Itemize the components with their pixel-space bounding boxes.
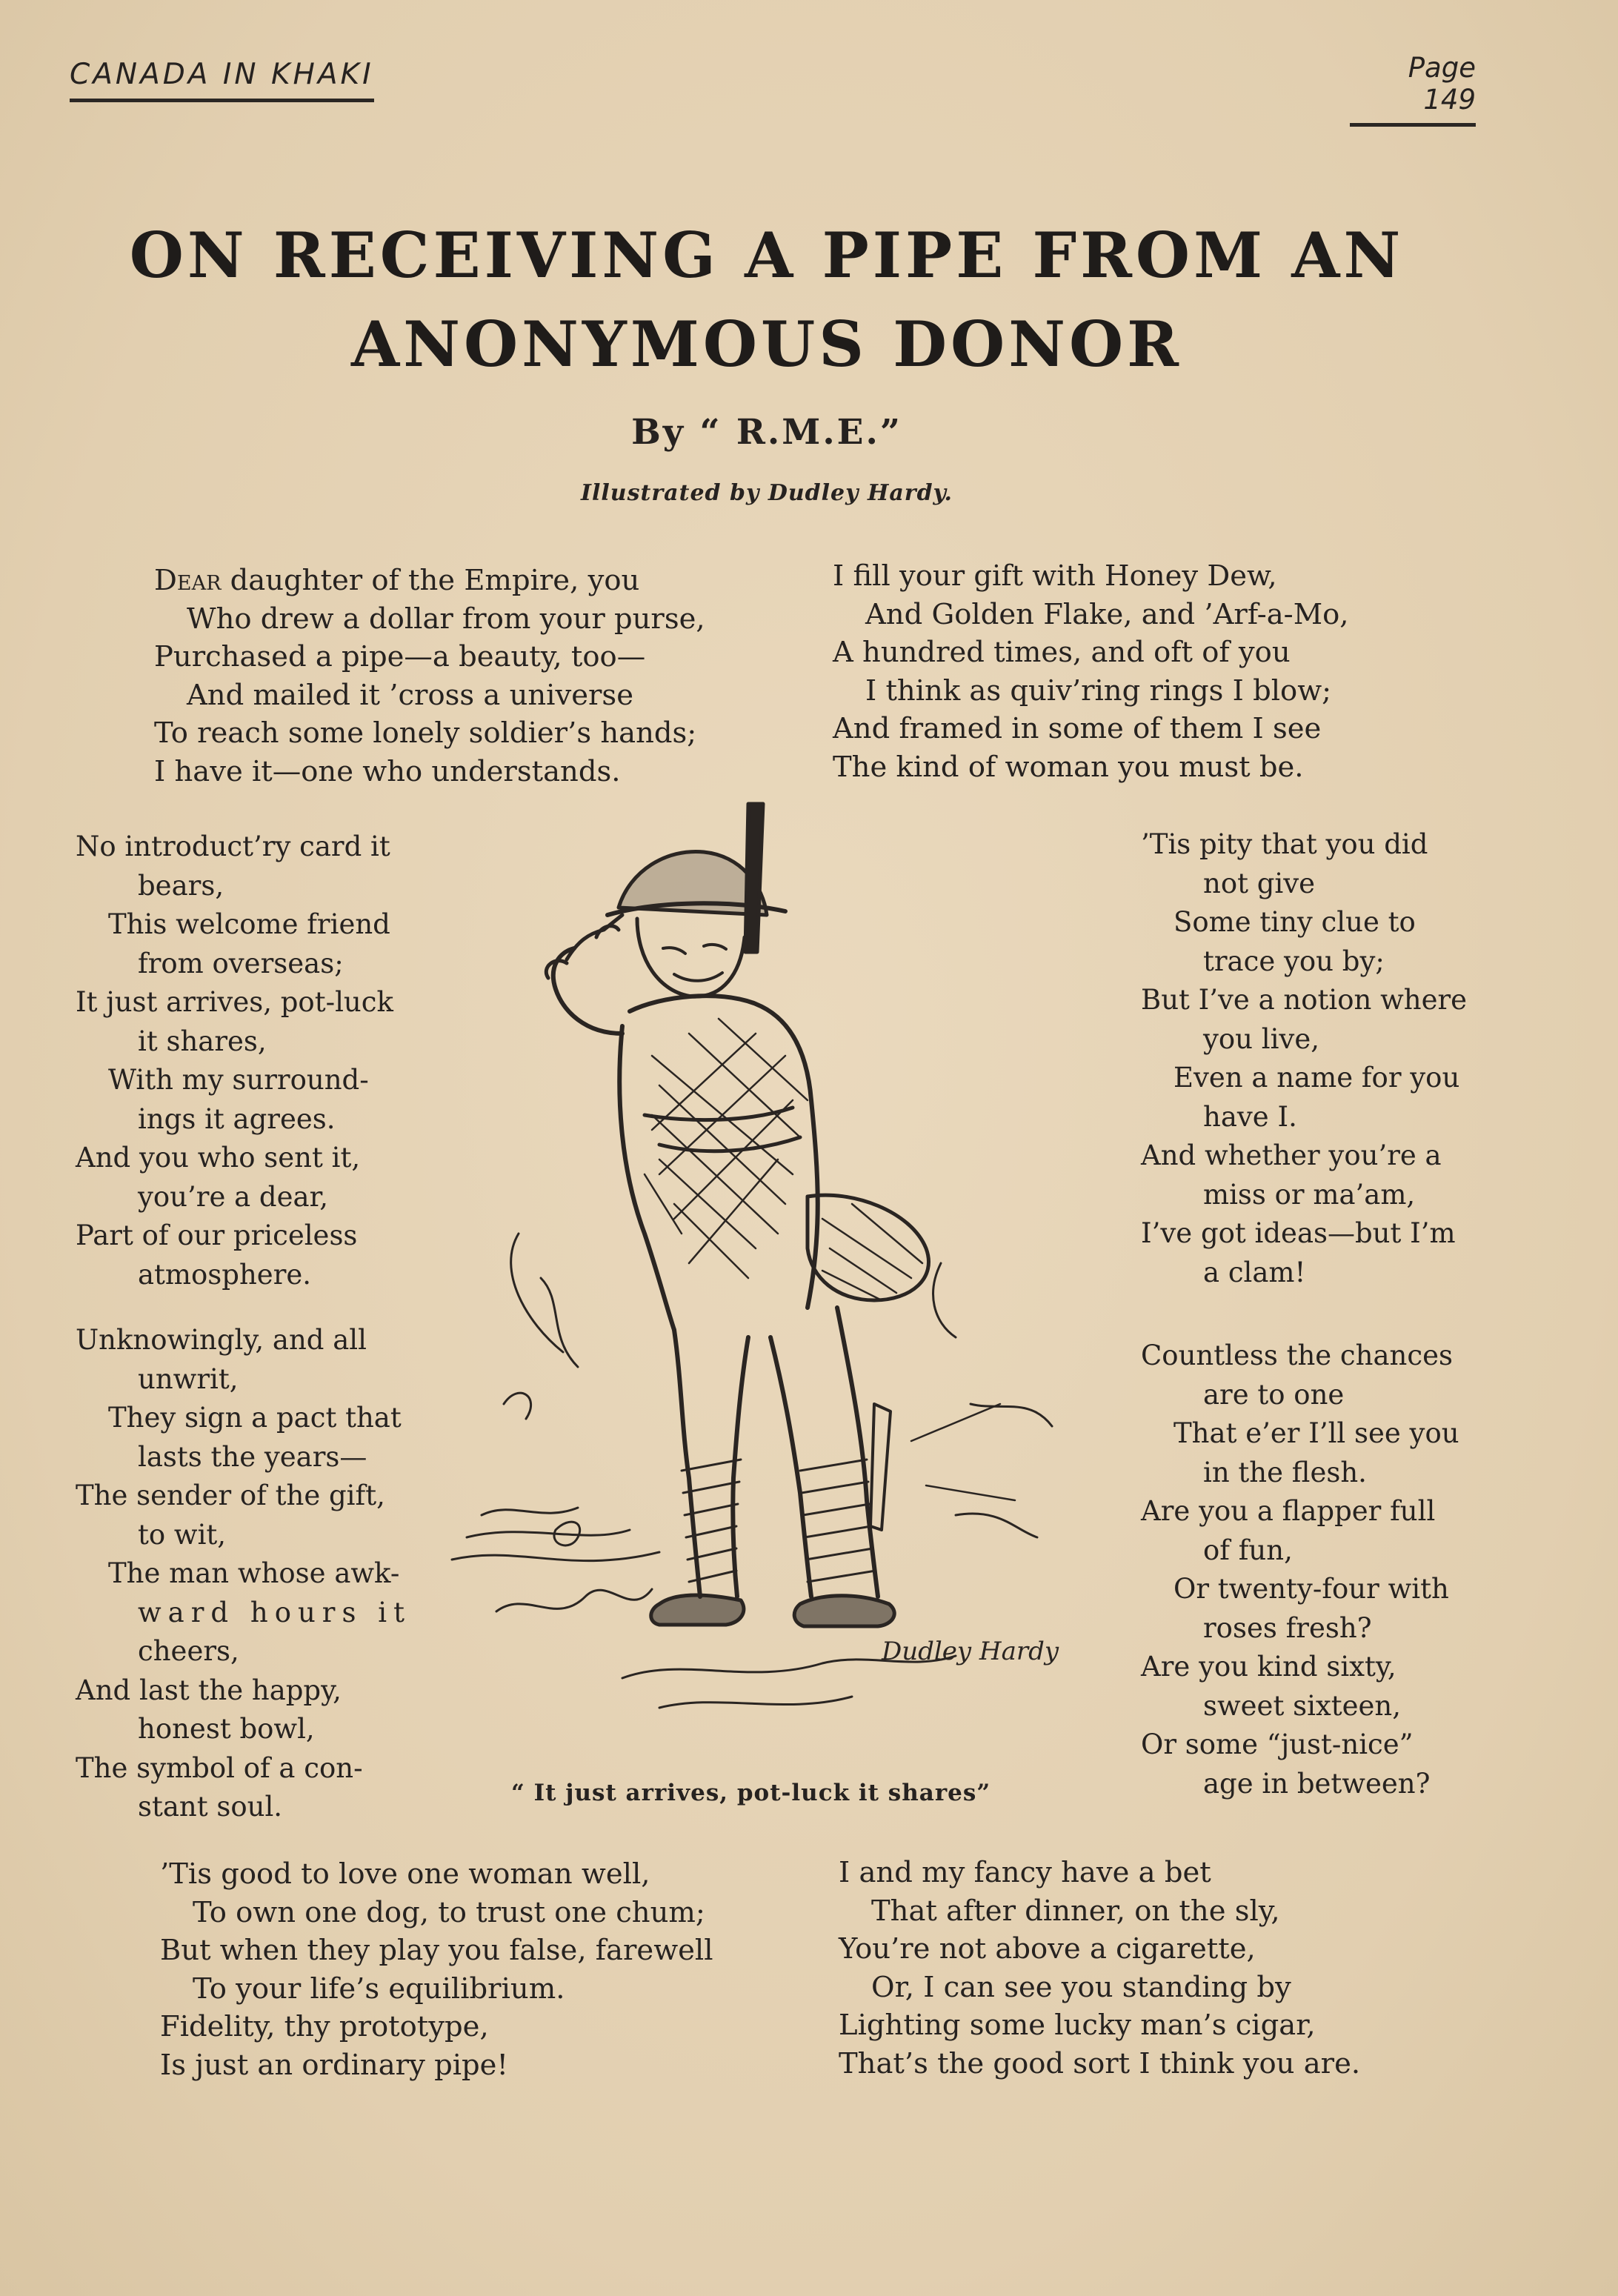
poem-line: from overseas;	[138, 947, 344, 979]
poem-line: you live,	[1203, 1022, 1319, 1055]
poem-line: The man whose awk-	[108, 1557, 400, 1589]
poem-line: lasts the years—	[138, 1440, 367, 1473]
drop-word: Dear	[154, 564, 222, 597]
poem-line: atmosphere.	[138, 1258, 312, 1291]
article-title-line-1: ON RECEIVING A PIPE FROM AN	[129, 219, 1405, 292]
poem-line: it shares,	[138, 1025, 267, 1057]
poem-line: in the flesh.	[1203, 1456, 1367, 1488]
stanza-3	[76, 828, 416, 1294]
poem-line: ’Tis pity that you did	[1141, 828, 1428, 860]
running-head: CANADA IN KHAKI	[70, 58, 374, 102]
poem-line-text: daughter of the Empire, you	[221, 564, 640, 597]
poem-line: I and my fancy have a bet	[839, 1856, 1211, 1889]
poem-line: Or twenty-four with	[1173, 1573, 1449, 1605]
poem-line: That’s the good sort I think you are.	[839, 2046, 1361, 2080]
poem-line: And last the happy,	[76, 1674, 342, 1706]
poem-line: miss or ma’am,	[1203, 1178, 1416, 1211]
poem-line: And framed in some of them I see	[833, 712, 1322, 745]
poem-line: to wit,	[138, 1518, 227, 1551]
poem-line: Some tiny clue to	[1173, 906, 1416, 938]
stanza-1	[154, 562, 705, 791]
poem-line: To own one dog, to trust one chum;	[193, 1895, 705, 1929]
poem-line: have I.	[1203, 1100, 1297, 1133]
poem-line: Or some “just-nice”	[1141, 1728, 1414, 1760]
poem-line: Or, I can see you standing by	[871, 1970, 1291, 2004]
poem-line: And you who sent it,	[76, 1142, 361, 1174]
poem-line: Are you a flapper full	[1141, 1495, 1436, 1527]
poem-line: Who drew a dollar from your purse,	[187, 602, 705, 636]
stanza-7	[160, 1855, 713, 2084]
poem-line: not give	[1203, 867, 1316, 899]
stanza-4	[76, 1321, 416, 1827]
poem-line: The kind of woman you must be.	[833, 750, 1304, 784]
poem-line: unwrit,	[138, 1362, 239, 1395]
poem-line: ’Tis good to love one woman well,	[160, 1857, 650, 1891]
poem-line: The sender of the gift,	[76, 1480, 385, 1511]
poem-line	[154, 562, 705, 600]
poem-line: With my surround-	[108, 1064, 369, 1096]
poem-line: Is just an ordinary pipe!	[160, 2048, 508, 2082]
poem-line: you’re a dear,	[138, 1180, 328, 1213]
poem-line: The symbol of a con-	[76, 1751, 363, 1784]
poem-line: Unknowingly, and all	[76, 1324, 367, 1356]
poem-line: honest bowl,	[138, 1713, 315, 1745]
poem-line: stant soul.	[138, 1791, 283, 1823]
poem-line: sweet sixteen,	[1203, 1689, 1402, 1722]
poem-line: cheers,	[138, 1635, 239, 1667]
stanza-2	[833, 557, 1349, 786]
poem-line: That e’er I’ll see you	[1173, 1417, 1459, 1449]
poem-line: Countless the chances	[1141, 1340, 1453, 1371]
poem-line: Fidelity, thy prototype,	[160, 2010, 489, 2043]
poem-line: bears,	[138, 869, 224, 902]
poem-line: I have it—one who understands.	[154, 754, 621, 788]
poem-line: And mailed it ’cross a universe	[187, 678, 633, 712]
poem-line: are to one	[1203, 1378, 1345, 1411]
illustration-caption: “ It just arrives, pot-luck it shares”	[511, 1780, 991, 1806]
poem-line: You’re not above a cigarette,	[839, 1932, 1256, 1966]
poem-line: No introduct’ry card it	[76, 831, 390, 862]
poem-line: Are you kind sixty,	[1141, 1651, 1396, 1683]
poem-line: Purchased a pipe—a beauty, too—	[154, 640, 646, 673]
poem-line: And Golden Flake, and ’Arf-a-Mo,	[865, 597, 1349, 631]
poem-line: A hundred times, and oft of you	[833, 636, 1291, 669]
poem-line: ward hours it	[138, 1596, 411, 1628]
poem-line: of fun,	[1203, 1534, 1293, 1566]
article-title	[0, 211, 1534, 389]
stanza-6	[1141, 1337, 1489, 1803]
poem-line: They sign a pact that	[108, 1402, 402, 1434]
poem-line: a clam!	[1203, 1256, 1306, 1288]
poem-line: Lighting some lucky man’s cigar,	[839, 2009, 1316, 2042]
poem-line: To reach some lonely soldier’s hands;	[154, 716, 697, 750]
soldier-illustration	[437, 789, 1104, 1774]
poem-line: roses fresh?	[1203, 1611, 1372, 1644]
stanza-5	[1141, 825, 1489, 1292]
artist-signature: Dudley Hardy	[882, 1637, 1059, 1666]
poem-line: Part of our priceless	[76, 1219, 358, 1251]
poem-line: To your life’s equilibrium.	[193, 1971, 565, 2006]
stanza-8	[839, 1854, 1360, 2083]
poem-line: But I’ve a notion where	[1141, 984, 1468, 1016]
poem-line: I think as quiv’ring rings I blow;	[865, 673, 1332, 708]
poem-line: And whether you’re a	[1141, 1139, 1442, 1171]
poem-line: trace you by;	[1203, 945, 1385, 977]
byline: By “ R.M.E.”	[631, 412, 902, 453]
poem-line: I’ve got ideas—but I’m	[1141, 1217, 1456, 1249]
illustrator-credit: Illustrated by Dudley Hardy.	[580, 480, 953, 506]
page-number: Page 149	[1350, 52, 1476, 127]
poem-line: This welcome friend	[108, 908, 390, 940]
poem-line: That after dinner, on the sly,	[871, 1894, 1280, 1928]
poem-line: I fill your gift with Honey Dew,	[833, 559, 1277, 593]
poem-line: But when they play you false, farewell	[160, 1934, 713, 1967]
poem-line: ings it agrees.	[138, 1102, 336, 1135]
poem-line: age in between?	[1203, 1767, 1431, 1800]
article-title-line-2: ANONYMOUS DONOR	[351, 307, 1182, 381]
poem-line: Even a name for you	[1173, 1062, 1460, 1094]
poem-line: It just arrives, pot-luck	[76, 986, 393, 1018]
